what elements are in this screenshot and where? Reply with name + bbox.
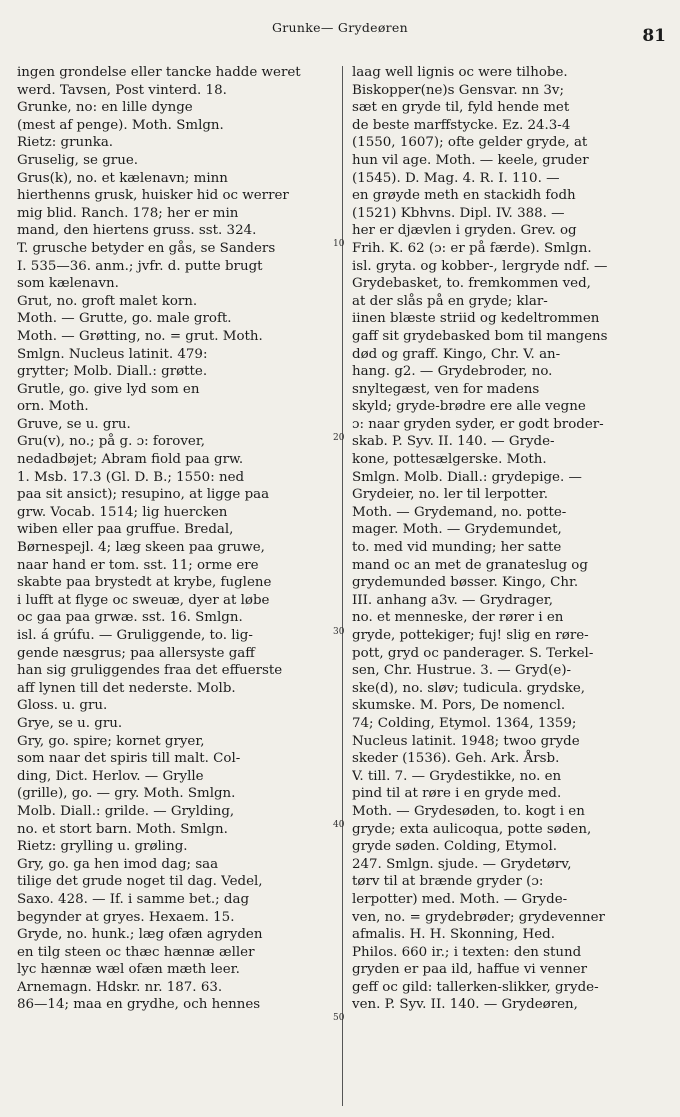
- text-line: pind til at røre i en gryde med.: [352, 786, 562, 802]
- text-line: gryde søden. Colding, Etymol.: [352, 839, 558, 855]
- text-line: Gru(v), no.; på g. ɔ: forover,: [17, 434, 206, 450]
- text-line: to. med vid munding; her satte: [352, 540, 562, 556]
- text-line: skumske. M. Pors, De nomencl.: [352, 698, 566, 714]
- text-line: ɔ: naar gryden syder, er godt broder-: [352, 416, 604, 432]
- text-line: gryde; exta aulicoqua, potte søden,: [352, 821, 592, 837]
- text-line: aff lynen till det nederste. Molb.: [17, 680, 236, 696]
- margin-line-number: 50: [333, 1013, 345, 1023]
- text-line: skab. P. Syv. II. 140. — Gryde-: [352, 434, 555, 450]
- text-line: Frih. K. 62 (ɔ: er på færde). Smlgn.: [352, 240, 592, 256]
- text-line: pott, gryd oc panderager. S. Terkel-: [352, 645, 594, 661]
- text-line: som kælenavn.: [17, 276, 119, 292]
- text-line: orn. Moth.: [17, 399, 89, 415]
- text-line: ven, no. = grydebrøder; grydevenner: [352, 909, 605, 925]
- text-line: Arnemagn. Hdskr. nr. 187. 63.: [17, 979, 223, 995]
- text-line: Gruselig, se grue.: [17, 152, 138, 168]
- text-line: Børnespejl. 4; læg skeen paa gruwe,: [17, 540, 265, 556]
- text-line: død og graff. Kingo, Chr. V. an-: [352, 346, 561, 362]
- text-line: her er djævlen i gryden. Grev. og: [352, 223, 577, 239]
- margin-line-number: 30: [333, 627, 345, 637]
- text-line: (1550, 1607); ofte gelder gryde, at: [352, 135, 588, 151]
- text-line: Rietz: grunka.: [17, 135, 114, 151]
- text-line: mand oc an met de granateslug og: [352, 557, 588, 573]
- margin-line-number: 10: [333, 239, 345, 249]
- text-line: Gry, go. spire; kornet gryer,: [17, 733, 205, 749]
- text-line: som naar det spiris till malt. Col-: [17, 751, 241, 767]
- text-line: Molb. Diall.: grilde. — Grylding,: [17, 803, 235, 819]
- text-line: Grunke, no: en lille dynge: [17, 100, 193, 116]
- text-line: skabte paa brystedt at krybe, fuglene: [17, 575, 272, 591]
- text-line: Biskopper(ne)s Gensvar. nn 3v;: [352, 82, 564, 98]
- text-line: tørv til at brænde gryder (ɔ:: [352, 874, 544, 890]
- text-line: ding, Dict. Herlov. — Grylle: [17, 768, 204, 784]
- text-line: 74; Colding, Etymol. 1364, 1359;: [352, 715, 577, 731]
- text-line: lerpotter) med. Moth. — Gryde-: [352, 891, 568, 907]
- text-line: Gruve, se u. gru.: [17, 416, 131, 432]
- text-line: (grille), go. — gry. Moth. Smlgn.: [17, 786, 236, 802]
- text-line: Moth. — Grutte, go. male groft.: [17, 311, 232, 327]
- text-line: T. grusche betyder en gås, se Sanders: [17, 240, 276, 256]
- text-line: Smlgn. Molb. Diall.: grydepige. —: [352, 469, 582, 485]
- text-line: ingen grondelse eller tancke hadde weret: [17, 65, 301, 80]
- text-line: grytter; Molb. Diall.: grøtte.: [17, 364, 208, 380]
- text-line: hang. g2. — Grydebroder, no.: [352, 364, 553, 380]
- text-line: Smlgn. Nucleus latinit. 479:: [17, 346, 208, 362]
- text-line: ske(d), no. sløv; tudicula. grydske,: [352, 680, 585, 696]
- text-line: grw. Vocab. 1514; lig huercken: [17, 504, 228, 520]
- text-line: 247. Smlgn. sjude. — Grydetørv,: [352, 856, 572, 872]
- text-line: gende næsgrus; paa allersyste gaff: [17, 645, 255, 661]
- text-line: laag well lignis oc were tilhobe.: [352, 65, 568, 80]
- text-line: en grøyde meth en stackidh fodh: [352, 188, 576, 204]
- column-divider: [342, 66, 343, 1106]
- text-line: afmalis. H. H. Skonning, Hed.: [352, 927, 555, 943]
- text-line: (1545). D. Mag. 4. R. I. 110. —: [352, 170, 560, 186]
- text-line: isl. á grúfu. — Gruliggende, to. lig-: [17, 628, 253, 643]
- text-line: paa sit ansict); resupino, at ligge paa: [17, 487, 270, 503]
- text-line: skeder (1536). Geh. Ark. Årsb.: [352, 751, 560, 767]
- text-line: begynder at gryes. Hexaem. 15.: [17, 909, 235, 925]
- text-line: skyld; gryde-brødre ere alle vegne: [352, 399, 586, 415]
- text-line: mager. Moth. — Grydemundet,: [352, 522, 562, 538]
- text-line: Gloss. u. gru.: [17, 698, 108, 714]
- text-line: sen, Chr. Hustrue. 3. — Gryd(e)-: [352, 663, 572, 679]
- text-line: oc gaa paa grwæ. sst. 16. Smlgn.: [17, 610, 243, 626]
- text-line: i lufft at flyge oc sweuæ, dyer at løbe: [17, 592, 270, 608]
- text-line: Rietz: grylling u. grøling.: [17, 839, 188, 855]
- text-line: Grydebasket, to. fremkommen ved,: [352, 276, 591, 292]
- text-line: en tilg steen oc thæc hænnæ æller: [17, 944, 255, 960]
- text-line: sæt en gryde til, fyld hende met: [352, 100, 570, 116]
- text-line: gryden er paa ild, haffue vi venner: [352, 962, 588, 978]
- text-line: Grut, no. groft malet korn.: [17, 293, 198, 309]
- text-line: no. et stort barn. Moth. Smlgn.: [17, 821, 228, 837]
- text-line: III. anhang a3v. — Grydrager,: [352, 592, 553, 608]
- text-line: naar hand er tom. sst. 11; orme ere: [17, 557, 259, 573]
- text-line: (mest af penge). Moth. Smlgn.: [17, 117, 224, 133]
- text-line: Moth. — Grøtting, no. = grut. Moth.: [17, 328, 263, 344]
- text-line: nedadbøjet; Abram fiold paa grw.: [17, 452, 244, 468]
- margin-line-number: 20: [333, 433, 345, 443]
- text-line: gryde, pottekiger; fuj! slig en røre-: [352, 628, 589, 643]
- text-line: tilige det grude noget til dag. Vedel,: [17, 874, 263, 890]
- text-line: Nucleus latinit. 1948; twoo gryde: [352, 733, 580, 749]
- margin-line-number: 40: [333, 820, 345, 830]
- text-line: isl. gryta. og kobber-, lergryde ndf. —: [352, 258, 608, 274]
- text-line: I. 535—36. anm.; jvfr. d. putte brugt: [17, 258, 263, 274]
- text-line: 86—14; maa en grydhe, och hennes: [17, 997, 261, 1013]
- text-line: iinen blæste striid og kedeltrommen: [352, 311, 600, 327]
- text-line: Gry, go. ga hen imod dag; saa: [17, 856, 219, 872]
- text-line: Grutle, go. give lyd som en: [17, 381, 200, 397]
- text-line: geff oc gild: tallerken-slikker, gryde-: [352, 979, 599, 995]
- text-line: at der slås på en gryde; klar-: [352, 293, 548, 309]
- text-line: 1. Msb. 17.3 (Gl. D. B.; 1550: ned: [17, 469, 245, 485]
- text-line: hun vil age. Moth. — keele, gruder: [352, 152, 589, 168]
- text-line: han sig gruliggendes fraa det effuerste: [17, 663, 283, 679]
- text-line: snyltegæst, ven for madens: [352, 381, 540, 397]
- text-line: mig blid. Ranch. 178; her er min: [17, 205, 239, 221]
- text-line: Grus(k), no. et kælenavn; minn: [17, 170, 228, 186]
- text-line: de beste marffstycke. Ez. 24.3-4: [352, 117, 571, 133]
- page-number: 81: [642, 26, 666, 46]
- text-line: hierthenns grusk, huisker hid oc werrer: [17, 188, 289, 204]
- text-line: lyc hænnæ wæl ofæn mæth leer.: [17, 962, 240, 978]
- text-line: ven. P. Syv. II. 140. — Grydeøren,: [352, 997, 578, 1013]
- text-line: werd. Tavsen, Post vinterd. 18.: [17, 82, 227, 98]
- right-column: [352, 64, 672, 1014]
- text-line: Grye, se u. gru.: [17, 715, 123, 731]
- text-line: gaff sit grydebasked bom til mangens: [352, 328, 608, 344]
- text-line: V. till. 7. — Grydestikke, no. en: [352, 768, 562, 784]
- text-line: Moth. — Grydesøden, to. kogt i en: [352, 803, 585, 819]
- text-line: Grydeier, no. ler til lerpotter.: [352, 487, 548, 503]
- text-line: Saxo. 428. — If. i samme bet.; dag: [17, 891, 250, 907]
- running-head: Grunke— Grydeøren: [272, 20, 408, 35]
- text-line: no. et menneske, der rører i en: [352, 610, 564, 626]
- text-line: grydemunded bøsser. Kingo, Chr.: [352, 575, 579, 591]
- text-line: (1521) Kbhvns. Dipl. IV. 388. —: [352, 205, 565, 221]
- text-line: kone, pottesælgerske. Moth.: [352, 452, 547, 468]
- text-line: Philos. 660 ir.; i texten: den stund: [352, 944, 582, 960]
- text-line: Gryde, no. hunk.; læg ofæn agryden: [17, 927, 263, 943]
- text-line: Moth. — Grydemand, no. potte-: [352, 504, 567, 520]
- text-line: mand, den hiertens gruss. sst. 324.: [17, 223, 257, 239]
- text-line: wiben eller paa gruffue. Bredal,: [17, 522, 234, 538]
- left-column: [17, 64, 335, 1014]
